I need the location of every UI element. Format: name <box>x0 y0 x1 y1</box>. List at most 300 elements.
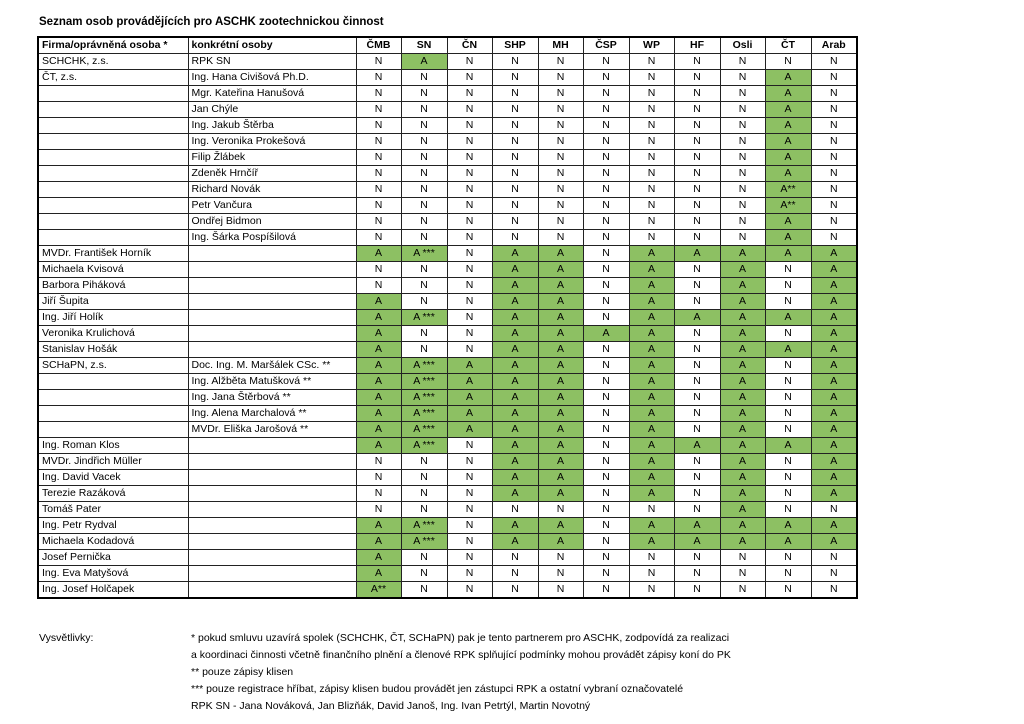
permission-cell: A <box>356 294 401 310</box>
permission-cell: A <box>447 406 492 422</box>
permission-cell: N <box>583 518 629 534</box>
permission-cell: A *** <box>401 374 447 390</box>
person-cell <box>188 454 356 470</box>
permission-cell: N <box>447 534 492 550</box>
person-cell: Ing. Hana Civišová Ph.D. <box>188 70 356 86</box>
person-cell <box>188 310 356 326</box>
permission-cell: A <box>720 454 765 470</box>
permission-cell: A <box>629 246 674 262</box>
permission-cell: N <box>356 502 401 518</box>
permission-cell: N <box>811 86 857 102</box>
permission-cell: N <box>811 54 857 70</box>
permission-cell: N <box>674 134 720 150</box>
permission-cell: A <box>538 470 583 486</box>
permission-cell: N <box>765 374 811 390</box>
permission-cell: N <box>811 134 857 150</box>
permission-cell: N <box>447 134 492 150</box>
permission-cell: N <box>765 326 811 342</box>
person-cell: Ing. Alžběta Matušková ** <box>188 374 356 390</box>
permission-cell: N <box>674 566 720 582</box>
permission-cell: A <box>720 342 765 358</box>
permission-cell: N <box>583 406 629 422</box>
permission-cell: N <box>538 566 583 582</box>
table-body <box>38 54 857 599</box>
table-row <box>38 278 857 294</box>
permission-cell: N <box>629 166 674 182</box>
table-row <box>38 566 857 582</box>
permission-cell: A <box>811 390 857 406</box>
permission-cell: A <box>674 246 720 262</box>
permission-cell: A <box>629 486 674 502</box>
person-cell: Ing. Jana Štěrbová ** <box>188 390 356 406</box>
permission-cell: A <box>356 310 401 326</box>
permission-cell: N <box>356 166 401 182</box>
person-cell: Petr Vančura <box>188 198 356 214</box>
permission-cell: N <box>356 278 401 294</box>
permission-cell: N <box>492 214 538 230</box>
table-row <box>38 54 857 70</box>
table-row <box>38 214 857 230</box>
permission-cell: N <box>629 502 674 518</box>
permission-cell: N <box>401 198 447 214</box>
permission-cell: N <box>583 470 629 486</box>
firm-cell: Veronika Krulichová <box>38 326 188 342</box>
permission-cell: A <box>538 518 583 534</box>
permission-cell: N <box>356 86 401 102</box>
firm-cell: SCHCHK, z.s. <box>38 54 188 70</box>
person-cell <box>188 294 356 310</box>
permission-cell: N <box>447 294 492 310</box>
permission-cell: N <box>447 166 492 182</box>
permission-cell: N <box>538 118 583 134</box>
permission-cell: A <box>765 86 811 102</box>
permission-cell: N <box>356 182 401 198</box>
permission-cell: A <box>356 358 401 374</box>
permission-cell: N <box>583 582 629 599</box>
firm-cell: SCHaPN, z.s. <box>38 358 188 374</box>
header-code: ČN <box>447 37 492 54</box>
permission-cell: N <box>674 294 720 310</box>
permission-cell: A <box>811 470 857 486</box>
permission-cell: N <box>765 486 811 502</box>
permission-cell: A <box>629 278 674 294</box>
permission-cell: A <box>811 326 857 342</box>
permission-cell: A <box>765 246 811 262</box>
header-firm: Firma/oprávněná osoba * <box>38 37 188 54</box>
person-cell <box>188 246 356 262</box>
header-code: SHP <box>492 37 538 54</box>
table-row <box>38 150 857 166</box>
table-row <box>38 374 857 390</box>
person-cell <box>188 518 356 534</box>
permission-cell: A <box>447 422 492 438</box>
permission-cell: N <box>629 70 674 86</box>
permission-cell: A <box>629 438 674 454</box>
permission-cell: A <box>720 246 765 262</box>
permission-cell: A <box>356 326 401 342</box>
permission-cell: N <box>401 550 447 566</box>
permission-cell: N <box>356 486 401 502</box>
permission-cell: N <box>811 102 857 118</box>
legend-line: ** pouze zápisy klisen <box>191 666 294 678</box>
permission-cell: A <box>629 342 674 358</box>
permission-cell: N <box>538 102 583 118</box>
permission-cell: N <box>674 102 720 118</box>
person-cell: Filip Žlábek <box>188 150 356 166</box>
permission-cell: A <box>765 534 811 550</box>
permission-cell: A <box>538 406 583 422</box>
permission-cell: A <box>765 102 811 118</box>
permission-cell: N <box>674 342 720 358</box>
permission-cell: N <box>538 214 583 230</box>
permission-cell: N <box>765 502 811 518</box>
permission-cell: N <box>538 582 583 599</box>
permission-cell: A <box>492 294 538 310</box>
permission-cell: N <box>401 566 447 582</box>
firm-cell: Barbora Piháková <box>38 278 188 294</box>
permission-cell: N <box>674 358 720 374</box>
permission-cell: N <box>447 118 492 134</box>
permission-cell: A <box>720 310 765 326</box>
permission-cell: N <box>447 246 492 262</box>
permission-cell: N <box>765 54 811 70</box>
permission-cell: A <box>765 70 811 86</box>
permission-cell: N <box>720 550 765 566</box>
permission-cell: N <box>401 150 447 166</box>
permission-cell: A <box>629 470 674 486</box>
permission-cell: N <box>583 182 629 198</box>
permission-cell: N <box>401 262 447 278</box>
person-cell: Ing. Šárka Pospíšilová <box>188 230 356 246</box>
permission-cell: A <box>492 326 538 342</box>
permission-cell: N <box>674 118 720 134</box>
permission-cell: N <box>492 70 538 86</box>
permission-cell: N <box>583 422 629 438</box>
permission-cell: N <box>583 310 629 326</box>
table-row <box>38 582 857 599</box>
permission-cell: N <box>356 198 401 214</box>
header-code: ČT <box>765 37 811 54</box>
table-row <box>38 406 857 422</box>
permission-cell: N <box>720 582 765 599</box>
permission-cell: A <box>765 518 811 534</box>
permission-cell: N <box>629 198 674 214</box>
permission-cell: A *** <box>401 518 447 534</box>
permission-cell: N <box>492 102 538 118</box>
permission-cell: N <box>583 566 629 582</box>
permission-cell: A** <box>765 198 811 214</box>
permission-cell: N <box>674 454 720 470</box>
permission-cell: A <box>538 246 583 262</box>
permission-cell: N <box>720 166 765 182</box>
firm-cell <box>38 390 188 406</box>
permission-cell: N <box>401 582 447 599</box>
permission-cell: N <box>356 134 401 150</box>
permission-cell: A <box>811 246 857 262</box>
permission-cell: N <box>674 150 720 166</box>
firm-cell: Ing. Josef Holčapek <box>38 582 188 599</box>
permission-cell: N <box>492 550 538 566</box>
permission-cell: N <box>492 566 538 582</box>
firm-cell <box>38 422 188 438</box>
table-row <box>38 182 857 198</box>
permission-cell: N <box>538 70 583 86</box>
permission-cell: A <box>492 470 538 486</box>
permission-cell: A <box>492 310 538 326</box>
person-cell <box>188 438 356 454</box>
permission-cell: N <box>356 470 401 486</box>
firm-cell: Jiří Šupita <box>38 294 188 310</box>
permission-cell: N <box>492 134 538 150</box>
permission-cell: N <box>447 54 492 70</box>
permission-cell: A <box>538 486 583 502</box>
permission-cell: A <box>492 262 538 278</box>
permission-cell: N <box>447 150 492 166</box>
permission-cell: A <box>720 374 765 390</box>
permission-cell: N <box>447 470 492 486</box>
permission-cell: N <box>538 54 583 70</box>
permission-cell: N <box>720 54 765 70</box>
permission-cell: A <box>811 422 857 438</box>
table-row <box>38 422 857 438</box>
permission-cell: A <box>811 310 857 326</box>
permission-cell: N <box>629 582 674 599</box>
firm-cell <box>38 166 188 182</box>
header-code: ČMB <box>356 37 401 54</box>
permission-cell: N <box>811 166 857 182</box>
header-row <box>38 37 857 54</box>
person-cell <box>188 486 356 502</box>
permission-cell: N <box>492 166 538 182</box>
permission-cell: N <box>629 230 674 246</box>
permission-cell: A <box>674 438 720 454</box>
permission-cell: N <box>401 166 447 182</box>
permission-cell: N <box>720 566 765 582</box>
permission-cell: N <box>447 486 492 502</box>
permission-cell: A <box>447 358 492 374</box>
permission-cell: A <box>811 278 857 294</box>
permission-cell: A <box>538 262 583 278</box>
person-cell <box>188 262 356 278</box>
table-row <box>38 294 857 310</box>
permission-cell: A <box>811 518 857 534</box>
permission-cell: N <box>583 438 629 454</box>
permission-cell: N <box>447 518 492 534</box>
permission-cell: N <box>583 166 629 182</box>
permission-cell: N <box>583 70 629 86</box>
permission-cell: A <box>674 534 720 550</box>
table-row <box>38 358 857 374</box>
person-cell <box>188 534 356 550</box>
permission-cell: A <box>811 454 857 470</box>
person-cell <box>188 326 356 342</box>
permission-cell: A <box>401 54 447 70</box>
table-row <box>38 134 857 150</box>
permission-cell: N <box>629 118 674 134</box>
permission-cell: A <box>720 278 765 294</box>
permission-cell: A <box>356 342 401 358</box>
permission-cell: A *** <box>401 358 447 374</box>
permission-cell: N <box>538 182 583 198</box>
permission-cell: A <box>356 390 401 406</box>
permission-cell: N <box>583 486 629 502</box>
permission-cell: N <box>356 262 401 278</box>
table-row <box>38 502 857 518</box>
permission-cell: N <box>583 342 629 358</box>
permission-cell: N <box>674 166 720 182</box>
permission-cell: N <box>811 566 857 582</box>
permission-cell: A <box>765 166 811 182</box>
permission-cell: N <box>629 86 674 102</box>
person-cell: Richard Novák <box>188 182 356 198</box>
permission-cell: N <box>765 262 811 278</box>
permission-cell: A <box>629 310 674 326</box>
permission-cell: N <box>538 166 583 182</box>
person-cell: RPK SN <box>188 54 356 70</box>
permission-cell: A <box>629 294 674 310</box>
firm-cell <box>38 406 188 422</box>
permission-cell: N <box>765 454 811 470</box>
permission-cell: A <box>538 294 583 310</box>
permission-cell: N <box>583 502 629 518</box>
permission-cell: A <box>447 390 492 406</box>
permission-cell: N <box>583 134 629 150</box>
permission-cell: A <box>356 374 401 390</box>
table-row <box>38 438 857 454</box>
permission-cell: A <box>811 438 857 454</box>
permission-cell: N <box>447 438 492 454</box>
firm-cell <box>38 214 188 230</box>
personnel-table <box>37 36 858 599</box>
permission-cell: N <box>401 230 447 246</box>
table-row <box>38 246 857 262</box>
permission-cell: N <box>492 86 538 102</box>
permission-cell: A *** <box>401 246 447 262</box>
legend-lines <box>191 630 731 715</box>
permission-cell: N <box>811 502 857 518</box>
permission-cell: A *** <box>401 438 447 454</box>
permission-cell: N <box>583 150 629 166</box>
person-cell: Mgr. Kateřina Hanušová <box>188 86 356 102</box>
permission-cell: A <box>629 518 674 534</box>
permission-cell: N <box>447 214 492 230</box>
permission-cell: N <box>583 454 629 470</box>
permission-cell: N <box>674 582 720 599</box>
permission-cell: N <box>720 86 765 102</box>
table-row <box>38 70 857 86</box>
permission-cell: N <box>720 182 765 198</box>
permission-cell: N <box>447 582 492 599</box>
permission-cell: N <box>811 182 857 198</box>
permission-cell: N <box>674 182 720 198</box>
legend-line: a koordinaci činnosti včetně finančního plnění a členové RPK splňující podmínky mohou provádět zápisy koní do PK <box>191 649 731 661</box>
permission-cell: A <box>720 358 765 374</box>
permission-cell: N <box>538 198 583 214</box>
table-row <box>38 166 857 182</box>
permission-cell: A <box>720 294 765 310</box>
permission-cell: A <box>765 438 811 454</box>
permission-cell: N <box>811 550 857 566</box>
permission-cell: N <box>674 550 720 566</box>
permission-cell: N <box>447 566 492 582</box>
permission-cell: N <box>356 454 401 470</box>
permission-cell: A <box>538 358 583 374</box>
person-cell <box>188 550 356 566</box>
permission-cell: A <box>720 326 765 342</box>
permission-cell: A <box>765 214 811 230</box>
table-row <box>38 486 857 502</box>
firm-cell <box>38 118 188 134</box>
permission-cell: N <box>492 502 538 518</box>
person-cell: Doc. Ing. M. Maršálek CSc. ** <box>188 358 356 374</box>
permission-cell: A <box>538 422 583 438</box>
firm-cell <box>38 150 188 166</box>
permission-cell: N <box>583 550 629 566</box>
permission-cell: A <box>492 342 538 358</box>
permission-cell: N <box>674 406 720 422</box>
permission-cell: A <box>629 262 674 278</box>
firm-cell <box>38 230 188 246</box>
person-cell <box>188 582 356 599</box>
permission-cell: N <box>583 214 629 230</box>
permission-cell: N <box>629 182 674 198</box>
permission-cell: N <box>356 230 401 246</box>
permission-cell: N <box>401 326 447 342</box>
permission-cell: A <box>538 326 583 342</box>
permission-cell: N <box>447 182 492 198</box>
firm-cell <box>38 198 188 214</box>
permission-cell: N <box>401 502 447 518</box>
table-row <box>38 534 857 550</box>
permission-cell: N <box>629 150 674 166</box>
permission-cell: N <box>583 358 629 374</box>
permission-cell: A *** <box>401 406 447 422</box>
permission-cell: A <box>538 390 583 406</box>
permission-cell: A <box>720 262 765 278</box>
table-row <box>38 470 857 486</box>
permission-cell: A <box>492 454 538 470</box>
permission-cell: A <box>356 518 401 534</box>
firm-cell <box>38 374 188 390</box>
header-code: Arab <box>811 37 857 54</box>
firm-cell <box>38 182 188 198</box>
permission-cell: A <box>356 566 401 582</box>
permission-cell: N <box>492 582 538 599</box>
permission-cell: A <box>811 262 857 278</box>
permission-cell: A <box>538 342 583 358</box>
header-code: HF <box>674 37 720 54</box>
legend-line: RPK SN - Jana Nováková, Jan Blizňák, David Janoš, Ing. Ivan Petrtýl, Martin Novotný <box>191 700 591 712</box>
permission-cell: N <box>356 102 401 118</box>
permission-cell: N <box>447 454 492 470</box>
table-row <box>38 230 857 246</box>
permission-cell: A *** <box>401 534 447 550</box>
permission-cell: A <box>629 390 674 406</box>
permission-cell: N <box>492 198 538 214</box>
permission-cell: N <box>583 198 629 214</box>
legend-line: * pokud smluvu uzavírá spolek (SCHCHK, ČT, SCHaPN) pak je tento partnerem pro ASCHK, zodpovídá za realizaci <box>191 632 730 644</box>
permission-cell: N <box>356 214 401 230</box>
permission-cell: A <box>492 534 538 550</box>
permission-cell: N <box>674 486 720 502</box>
permission-cell: N <box>356 70 401 86</box>
permission-cell: A <box>629 454 674 470</box>
person-cell: Ing. Alena Marchalová ** <box>188 406 356 422</box>
permission-cell: N <box>401 70 447 86</box>
permission-cell: N <box>629 566 674 582</box>
permission-cell: A <box>492 390 538 406</box>
permission-cell: A <box>765 150 811 166</box>
